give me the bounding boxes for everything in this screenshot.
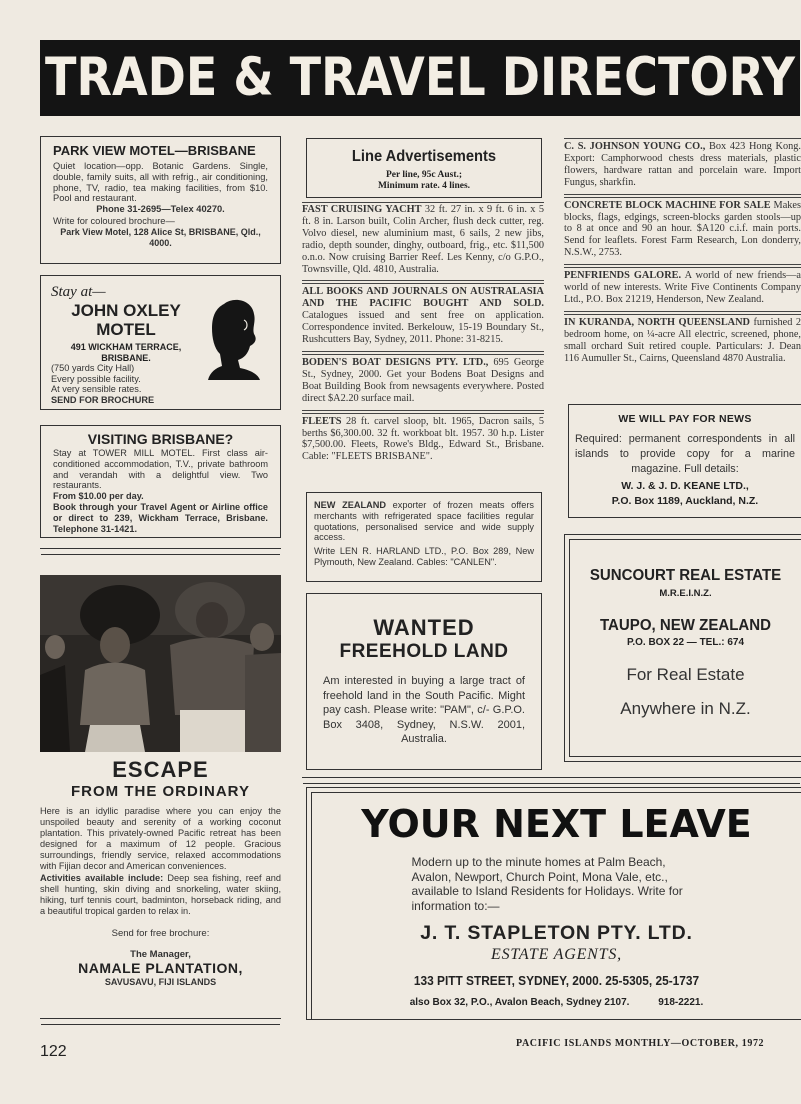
line-ads-header bbox=[306, 138, 542, 198]
motel-label: MOTEL bbox=[96, 320, 156, 339]
ad-text: 32 ft. 27 in. x 9 ft. 6 in. x 5 ft. 8 in. Larson built, Colin Archer, flush deck cutter, reg. Volvo diesel, new aluminium mast, 6 sails, 2 new jibs, radio, depth sounder, dinghy, outboard, frig., etc. $11,500 o.n.o. Now cruising Barrier Reef. Les Kenny, c/o G.P.O., Townsville, Qld. 4810, Australia. bbox=[302, 204, 544, 275]
namale-place: SAVUSAVU, FIJI ISLANDS bbox=[104, 977, 217, 988]
ad-text: Catalogues issued and sent free on application. Correspondence invited. Berkelouw, 15-19 Boundary St., Rushcutters Bay, Sydney, 2011. Phone: 31-8215. bbox=[302, 310, 544, 346]
suncourt-sub: M.R.E.I.N.Z. bbox=[659, 588, 712, 599]
ad-head: C. S. JOHNSON YOUNG CO., bbox=[564, 141, 706, 152]
visiting-price: From $10.00 per day. bbox=[53, 491, 144, 502]
escape-subtitle: FROM THE ORDINARY bbox=[71, 783, 250, 800]
ad-concrete bbox=[564, 200, 801, 260]
next-leave-ad bbox=[306, 787, 801, 1020]
suncourt-line1: For Real Estate bbox=[626, 665, 745, 684]
namale-send: Send for free brochure: bbox=[111, 928, 210, 940]
nz-meat-text: exporter of frozen meats offers merchants with refrigerated space facilities regular quotations, personalised service and wide supply access. bbox=[314, 500, 534, 543]
left-divider-2 bbox=[40, 1018, 281, 1022]
ad-text: Box 423 Hong Kong. Export: Camphorwood chests dress materials, plastic flowers, hardware rattan and porcelain ware. Import Fungus, sharkfin. bbox=[564, 141, 801, 188]
ad-bodens bbox=[302, 357, 544, 405]
park-view-title: PARK VIEW MOTEL—BRISBANE bbox=[53, 143, 256, 158]
ad-head: CONCRETE BLOCK MACHINE FOR SALE bbox=[564, 199, 771, 211]
ad-fast-yacht bbox=[302, 204, 544, 275]
right-rule-0 bbox=[564, 138, 801, 139]
news-title: WE WILL PAY FOR NEWS bbox=[618, 413, 752, 425]
leave-also: also Box 32, P.O., Avalon Beach, Sydney 2107. bbox=[409, 997, 630, 1009]
right-rule-1 bbox=[564, 194, 801, 195]
john-oxley-line3: At very sensible rates. bbox=[51, 384, 142, 394]
nz-meat-write: Write LEN R. HARLAND LTD., P.O. Box 289, New Plymouth, New Zealand. Cables: "CANLEN". bbox=[314, 546, 534, 567]
namale-activities bbox=[40, 873, 281, 917]
line-ads-title: Line Advertisements bbox=[351, 148, 497, 165]
john-oxley-line4: SEND FOR BROCHURE bbox=[51, 394, 155, 405]
park-view-write: Write for coloured brochure— bbox=[53, 215, 175, 226]
john-oxley-name: JOHN OXLEY bbox=[71, 301, 181, 320]
suncourt-place: TAUPO, NEW ZEALAND bbox=[599, 617, 771, 634]
page-number: 122 bbox=[40, 1043, 67, 1060]
visiting-brisbane-ad bbox=[40, 425, 281, 538]
wanted-title: WANTED bbox=[373, 615, 475, 640]
park-view-ad bbox=[40, 136, 281, 264]
line-ads-rate1: Per line, 95c Aust.; bbox=[385, 170, 463, 180]
fijian-dancers-photo bbox=[40, 575, 281, 752]
john-oxley-city: BRISBANE. bbox=[101, 353, 151, 363]
freehold-title: FREEHOLD LAND bbox=[339, 641, 509, 662]
john-oxley-addr: 491 WICKHAM TERRACE, bbox=[70, 342, 182, 352]
leave-also-row bbox=[312, 997, 801, 1009]
nz-meat-ad bbox=[306, 492, 542, 582]
news-ad bbox=[568, 404, 801, 518]
ad-books bbox=[302, 286, 544, 346]
visiting-body: Stay at TOWER MILL MOTEL. First class air-conditioned accommodation, T.V., private bathroom and verandah with a delightful view. Two restaurants. bbox=[53, 448, 268, 491]
mid-rule-0 bbox=[302, 202, 544, 203]
ad-text: furnished 2 bedroom home, on ¼-acre All electric, screened, phone, small orchard Suit retired couple. Particulars: J. Dean 116 Aumuller St., Cairns, Queensland 4870 Australia. bbox=[564, 316, 801, 364]
news-addr1: W. J. & J. D. KEANE LTD., bbox=[621, 480, 749, 492]
ad-head: ALL BOOKS AND JOURNALS ON AUSTRALASIA AND THE PACIFIC BOUGHT AND SOLD. bbox=[302, 286, 544, 310]
ad-text: Makes blocks, flags, edgings, screen-blocks garden stools—up to 8 at once and 90 an hour. $A120 c.i.f. main ports. Send for leaflets. Forest Farm Research, Lon donderry, N.S.W., 2753. bbox=[564, 199, 801, 259]
suncourt-line2: Anywhere in N.Z. bbox=[620, 699, 751, 718]
mid-rule-3 bbox=[302, 410, 544, 411]
leave-title: YOUR NEXT LEAVE bbox=[361, 802, 752, 846]
nz-meat-body bbox=[314, 500, 534, 543]
mid-line-ads bbox=[302, 202, 544, 463]
namale-body: Here is an idyllic paradise where you can enjoy the unspoiled beauty and serenity of a working coconut plantation. This privately-owned Pacific retreat has been designed for a maximum of 12 people. Gracious surroundings, friendly service, relaxed accommodations with Fijian decor and American conveniences. bbox=[40, 806, 281, 871]
stay-at-label: Stay at— bbox=[51, 284, 106, 300]
ad-head: BODEN'S BOAT DESIGNS PTY. LTD., bbox=[302, 356, 489, 368]
leave-tel: 918-2221. bbox=[658, 997, 704, 1009]
park-view-phone: Phone 31-2695—Telex 40270. bbox=[96, 204, 225, 215]
leave-company: J. T. STAPLETON PTY. LTD. bbox=[420, 922, 693, 945]
park-view-address: Park View Motel, 128 Alice St, BRISBANE, Qld., 4000. bbox=[60, 227, 261, 248]
namale-body-block bbox=[40, 806, 281, 989]
mid-rule-1b bbox=[302, 283, 544, 284]
leave-addr: 133 PITT STREET, SYDNEY, 2000. 25-5305, 25-1737 bbox=[413, 974, 700, 989]
mid-rule-1 bbox=[302, 280, 544, 281]
namale-manager: The Manager, bbox=[130, 948, 191, 960]
visiting-title: VISITING BRISBANE? bbox=[87, 431, 234, 447]
john-oxley-line2: Every possible facility. bbox=[51, 373, 141, 384]
leave-top-rule bbox=[302, 777, 801, 781]
line-ads-rate2: Minimum rate. 4 lines. bbox=[377, 181, 471, 191]
leave-body: Modern up to the minute homes at Palm Beach, Avalon, Newport, Church Point, Mona Vale, etc., available to Island Residents for Holidays. Write for information to:— bbox=[411, 855, 683, 913]
ad-head: FAST CRUISING YACHT bbox=[302, 204, 422, 215]
park-view-body: Quiet location—opp. Botanic Gardens. Single, double, family suits, all with refrig., air conditioning, phone, TV, radio, tea making facilities, from $10. Pool and restaurant. bbox=[53, 161, 268, 204]
ad-fleets bbox=[302, 416, 544, 464]
wanted-land-ad bbox=[306, 593, 542, 770]
ad-johnson bbox=[564, 141, 801, 189]
suncourt-ad bbox=[569, 539, 801, 757]
right-line-ads bbox=[564, 138, 801, 400]
ad-text: A world of new friends—a world of new interests. Write Five Continents Company Ltd., P.O. Box 21219, Henderson, New Zealand. bbox=[564, 270, 801, 305]
ad-head: PENFRIENDS GALORE. bbox=[564, 270, 682, 282]
ad-kuranda bbox=[564, 317, 801, 365]
ad-penfriends bbox=[564, 270, 801, 306]
ad-text: 695 George St., Sydney, 2000. Get your Bodens Boat Designs and Boat Building Book from newsagents everywhere. Posted direct $A2.20 surface mail. bbox=[302, 356, 544, 404]
john-oxley-line1: (750 yards City Hall) bbox=[51, 363, 135, 373]
activities-text: Deep sea fishing, reef and shell hunting, skin diving and snorkeling, water skiing, hiking, turf tennis court, badminton, horseback riding, and a beautiful tropical garden to relax in. bbox=[40, 873, 282, 917]
suncourt-ad-frame bbox=[564, 534, 801, 762]
left-divider-1 bbox=[40, 548, 281, 552]
banner-title: TRADE & TRAVEL DIRECTORY bbox=[45, 47, 795, 108]
nz-meat-head: NEW ZEALAND bbox=[314, 500, 386, 510]
silhouette-portrait-icon bbox=[204, 298, 262, 380]
right-rule-2b bbox=[564, 267, 801, 268]
news-addr2: P.O. Box 1189, Auckland, N.Z. bbox=[611, 495, 759, 507]
john-oxley-ad bbox=[40, 275, 281, 410]
right-rule-3b bbox=[564, 314, 801, 315]
ad-head: IN KURANDA, NORTH QUEENSLAND bbox=[564, 316, 750, 328]
right-rule-3 bbox=[564, 311, 801, 312]
right-rule-1b bbox=[564, 197, 801, 198]
magazine-footer: PACIFIC ISLANDS MONTHLY—OCTOBER, 1972 bbox=[516, 1038, 765, 1049]
mid-rule-2b bbox=[302, 354, 544, 355]
ad-head: FLEETS bbox=[302, 415, 342, 427]
mid-rule-2 bbox=[302, 351, 544, 352]
leave-agents: ESTATE AGENTS, bbox=[491, 946, 622, 964]
escape-title: ESCAPE bbox=[112, 757, 209, 782]
suncourt-title: SUNCOURT REAL ESTATE bbox=[589, 567, 782, 584]
ad-text: 28 ft. carvel sloop, blt. 1965, Dacron sails, 5 berths $6,300.00. 32 ft. workboat blt. 1957. 30 h.p. Lister $7,500.00. Fleets, Rowe's Bldg., Edward St., Brisbane. Cable: "FLEETS BRISBANE". bbox=[302, 415, 544, 463]
visiting-book: Book through your Travel Agent or Airline office or direct to 239, Wickham Terrace, Brisbane. Telephone 31-1421. bbox=[53, 501, 268, 534]
mid-rule-3b bbox=[302, 413, 544, 414]
next-leave-inner bbox=[311, 792, 801, 1019]
right-rule-2 bbox=[564, 264, 801, 265]
namale-name: NAMALE PLANTATION, bbox=[78, 960, 243, 977]
namale-ad bbox=[40, 757, 281, 801]
wanted-body: Am interested in buying a large tract of freehold land in the South Pacific. Might pay cash. Please write: "PAM", c/- G.P.O. Box 3408, Sydney, N.S.W. 2001, Australia. bbox=[323, 675, 525, 746]
activities-label: Activities available include: bbox=[40, 873, 164, 884]
suncourt-box: P.O. BOX 22 — TEL.: 674 bbox=[626, 637, 745, 648]
news-body: Required: permanent correspondents in all islands to provide copy for a marine magazine. Full details: bbox=[575, 433, 795, 475]
directory-banner bbox=[40, 40, 800, 116]
